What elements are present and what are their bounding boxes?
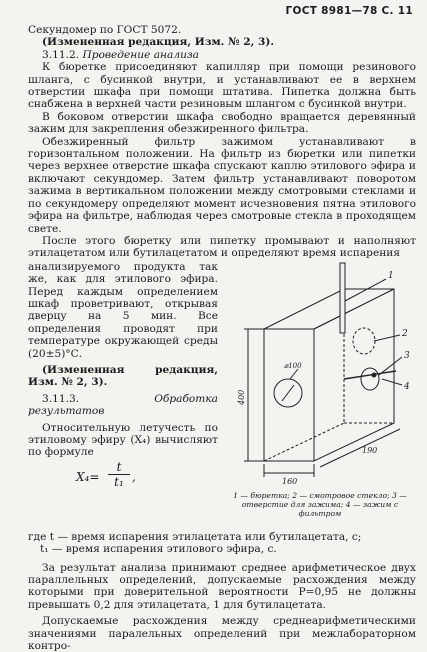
cabinet-drawing bbox=[224, 261, 416, 491]
label-1: 1 bbox=[388, 270, 394, 281]
section-heading-3-11-3 bbox=[28, 393, 218, 418]
width-dimension: 160 bbox=[282, 476, 298, 486]
height-dimension: 400 bbox=[237, 389, 246, 405]
burette bbox=[340, 263, 345, 333]
paragraph: Относительную летучесть по этиловому эфиру (X₄) вычисляют по формуле bbox=[28, 421, 218, 459]
dimension-line-depth bbox=[320, 429, 400, 467]
paragraph: После этого бюретку или пипетку промывают и наполняют этилацетатом или бутилацетатом и определяют время испарения bbox=[28, 234, 416, 260]
figure-caption: 1 — бюретка; 2 — смотровое стекло; 3 — отверстие для зажима; 4 — зажим с фильтром bbox=[233, 490, 407, 518]
label-3: 3 bbox=[404, 350, 410, 361]
definition-t1: t₁ — время испарения этилового эфира, с. bbox=[40, 543, 277, 556]
paragraph: Обезжиренный фильтр зажимом устанавливают в горизонтальном положении. На фильтр из бюретки или пипетки через верхнее отверстие шкафа спускают каплю этилового эфира и включают секундомер. Затем фильтр устанавливают поворотом зажима в вертикальном положении между смотровыми стеклами и по секундомеру определяют момент исчезновения пятна этилового эфира на фильтре, наблюдая через смотровые стекла в проходящем свете. bbox=[28, 135, 416, 235]
document-body bbox=[28, 24, 416, 652]
callout-leader bbox=[382, 379, 402, 385]
section-number: 3.11.3. bbox=[42, 392, 80, 405]
clamp-knob bbox=[372, 373, 376, 377]
section-heading-3-11-2 bbox=[28, 49, 416, 61]
section-title: Проведение анализа bbox=[82, 48, 199, 61]
callout-leader bbox=[345, 279, 386, 301]
paragraph: анализируемого продукта так же, как для этилового эфира. Перед каждым определением шкаф проветривают, открывая дверцу на 5 мин. Все определения проводят при температуре окружающей среды (20±5)°С. bbox=[28, 260, 218, 360]
cabinet-side-face bbox=[314, 289, 394, 461]
paragraph: В боковом отверстии шкафа свободно вращается деревянный зажим для закрепления обезжиренного фильтра. bbox=[28, 110, 416, 136]
clamp bbox=[344, 371, 396, 379]
label-4: 4 bbox=[404, 381, 410, 392]
amendment-note: (Измененная редакция, Изм. № 2, 3). bbox=[28, 363, 218, 389]
hidden-edge bbox=[264, 423, 344, 461]
left-column bbox=[28, 261, 218, 499]
formula-denominator: t₁ bbox=[114, 475, 124, 490]
circle-dimension: ⌀100 bbox=[284, 361, 302, 370]
label-2: 2 bbox=[402, 328, 408, 339]
section-title: Обработка результатов bbox=[28, 392, 218, 418]
page-header: ГОСТ 8981—78 С. 11 bbox=[285, 5, 413, 17]
formula-comma: , bbox=[132, 469, 136, 484]
formula-numerator: t bbox=[108, 461, 130, 475]
formula-definitions bbox=[28, 531, 416, 556]
depth-dimension: 190 bbox=[362, 445, 378, 455]
formula bbox=[28, 459, 218, 499]
cabinet-top-face bbox=[264, 289, 394, 329]
amendment-note: (Измененная редакция, Изм. № 2, 3). bbox=[42, 36, 275, 49]
apparatus-figure bbox=[224, 261, 416, 529]
paragraph: Допускаемые расхождения между среднеарифметическими значениями паралельных определений при межлабораторном контро- bbox=[28, 615, 416, 652]
formula-lhs: X₄= bbox=[76, 469, 100, 484]
viewing-glass-mark bbox=[282, 385, 294, 401]
stopwatch-line: Секундомер по ГОСТ 5072. bbox=[28, 24, 182, 36]
paragraph: К бюретке присоединяют капилляр при помощи резинового шланга, с бусинкой внутри, и устанавливают ее в верхнем отверстии шкафа при помощи штатива. Пипетка должна быть снабжена в верхней части резиновым шлангом с бусинкой внутри. bbox=[28, 61, 416, 111]
viewing-glass-side bbox=[353, 328, 375, 354]
formula-fraction bbox=[108, 461, 130, 489]
section-number: 3.11.2. bbox=[42, 48, 80, 61]
clamp-hole bbox=[361, 368, 379, 390]
callout-leader bbox=[290, 369, 298, 379]
text-and-figure bbox=[28, 261, 416, 529]
definition-t: где t — время испарения этилацетата или бутилацетата, с; bbox=[28, 530, 362, 543]
paragraph: За результат анализа принимают среднее арифметическое двух параллельных определений, допускаемые расхождения между которыми при доверительной вероятности P=0,95 не должны превышать 0,2 для этилацетата, 1 для бутилацетата. bbox=[28, 561, 416, 611]
callout-leader bbox=[374, 335, 400, 341]
